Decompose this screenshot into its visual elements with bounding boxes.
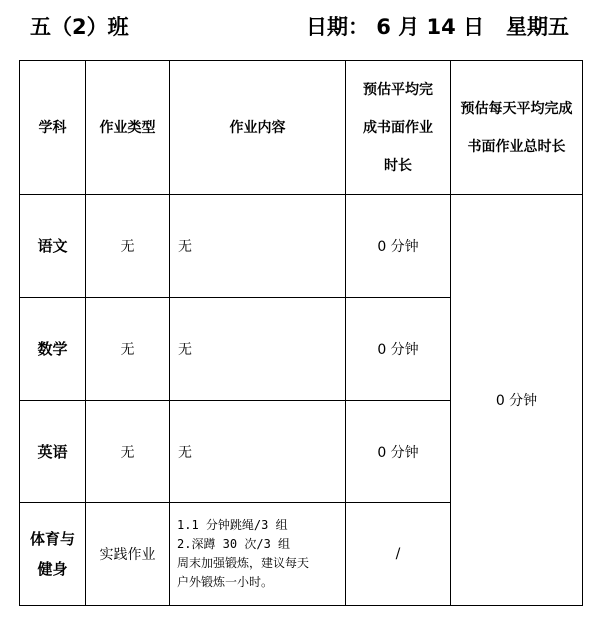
content-cell: 无	[170, 195, 346, 298]
content-cell: 无	[170, 298, 346, 401]
table-header-row	[20, 61, 583, 195]
subject-cell: 数学	[20, 298, 86, 401]
homework-table	[19, 60, 583, 606]
type-cell: 实践作业	[86, 503, 170, 606]
subject-cell: 体育与 健身	[20, 503, 86, 606]
subject-cell: 语文	[20, 195, 86, 298]
subject-cell: 英语	[20, 401, 86, 503]
col-header-subject: 学科	[20, 61, 86, 195]
content-cell: 无	[170, 401, 346, 503]
type-cell: 无	[86, 298, 170, 401]
type-cell: 无	[86, 401, 170, 503]
content-cell: 1.1 分钟跳绳/3 组 2.深蹲 30 次/3 组 周末加强锻炼，建议每天 户外锻炼一小时。	[170, 503, 346, 606]
time-cell: /	[346, 503, 451, 606]
time-cell: 0 分钟	[346, 195, 451, 298]
type-cell: 无	[86, 195, 170, 298]
time-cell: 0 分钟	[346, 401, 451, 503]
date-label: 日期： 6 月 14 日 星期五	[306, 15, 570, 39]
col-header-content: 作业内容	[170, 61, 346, 195]
time-cell: 0 分钟	[346, 298, 451, 401]
table-row	[20, 195, 583, 298]
col-header-type: 作业类型	[86, 61, 170, 195]
class-name: 五（2）班	[30, 15, 129, 39]
col-header-avg-time: 预估平均完 成书面作业 时长	[346, 61, 451, 195]
col-header-total-time: 预估每天平均完成 书面作业总时长	[451, 61, 583, 195]
total-time-cell: 0 分钟	[451, 195, 583, 606]
